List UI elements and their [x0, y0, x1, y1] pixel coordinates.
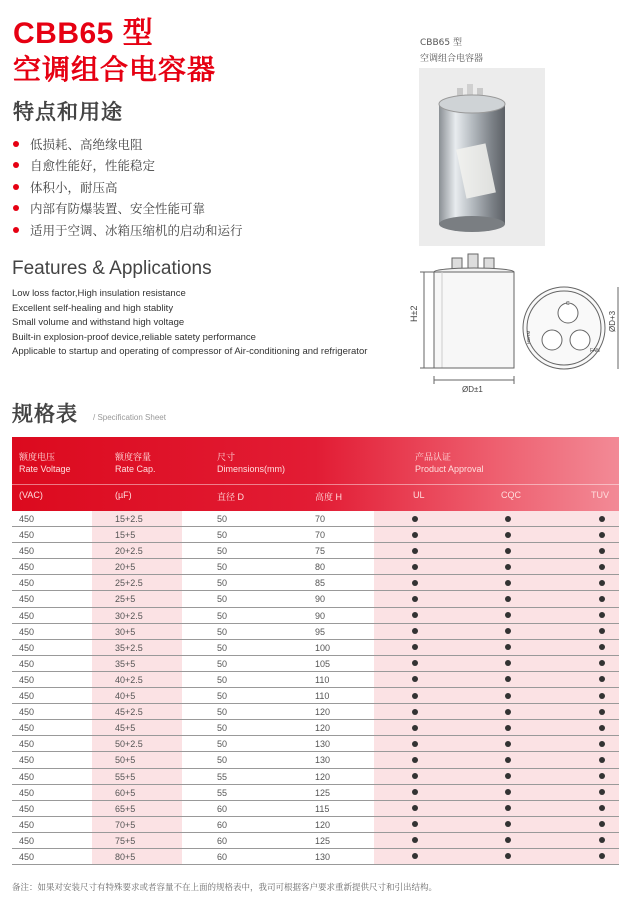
bullet-icon	[13, 141, 19, 147]
diameter-cell: 60	[217, 819, 228, 830]
tuv-approved-dot-icon	[599, 709, 605, 715]
ul-approved-dot-icon	[412, 693, 418, 699]
header-voltage-unit: (VAC)	[19, 490, 43, 500]
d3-label: ØD+3	[608, 310, 617, 332]
cqc-approved-dot-icon	[505, 660, 511, 666]
cqc-approved-dot-icon	[505, 676, 511, 682]
bullet-icon	[13, 162, 19, 168]
capacity-cell: 70+5	[115, 819, 136, 830]
table-row	[12, 688, 619, 704]
tuv-approved-dot-icon	[599, 612, 605, 618]
capacity-cell: 80+5	[115, 851, 136, 862]
tuv-approved-dot-icon	[599, 741, 605, 747]
height-cell: 125	[315, 787, 331, 798]
capacity-cell: 35+5	[115, 658, 136, 669]
product-name-title: 空调组合电容器	[13, 53, 217, 86]
tuv-approved-dot-icon	[599, 596, 605, 602]
tuv-approved-dot-icon	[599, 564, 605, 570]
height-label: H±2	[409, 305, 419, 322]
ul-approved-dot-icon	[412, 725, 418, 731]
header-dim-en: Dimensions(mm)	[217, 464, 286, 474]
header-cap-cn: 额度容量	[115, 452, 152, 462]
table-row	[12, 817, 619, 833]
feature-en-item: Low loss factor,High insulation resistance	[12, 288, 186, 299]
terminal-c-label: C	[566, 301, 570, 307]
diameter-cell: 50	[217, 530, 228, 541]
cqc-approved-dot-icon	[505, 773, 511, 779]
diameter-cell: 50	[217, 626, 228, 637]
voltage-cell: 450	[19, 739, 35, 750]
height-cell: 130	[315, 739, 331, 750]
table-row	[12, 801, 619, 817]
tuv-approved-dot-icon	[599, 837, 605, 843]
cqc-approved-dot-icon	[505, 757, 511, 763]
tuv-approved-dot-icon	[599, 660, 605, 666]
footnote: 备注：如果对安装尺寸有特殊要求或者容量不在上面的规格表中，我司可根据客户要求重新提供尺寸和引出结构。	[12, 883, 438, 893]
cqc-approved-dot-icon	[505, 564, 511, 570]
table-row	[12, 769, 619, 785]
header-approval-cn: 产品认证	[415, 452, 452, 462]
diameter-cell: 50	[217, 562, 228, 573]
cqc-approved-dot-icon	[505, 805, 511, 811]
ul-approved-dot-icon	[412, 837, 418, 843]
tuv-approved-dot-icon	[599, 805, 605, 811]
height-cell: 120	[315, 723, 331, 734]
feature-en-item: Applicable to startup and operating of compressor of Air-conditioning and refrigerator	[12, 346, 368, 357]
voltage-cell: 450	[19, 819, 35, 830]
header-voltage-en: Rate Voltage	[19, 464, 71, 474]
capacity-cell: 25+2.5	[115, 578, 143, 589]
features-en-list	[12, 287, 367, 360]
header-cap-en: Rate Cap.	[115, 464, 156, 474]
height-cell: 130	[315, 755, 331, 766]
capacity-cell: 45+2.5	[115, 707, 143, 718]
cqc-approved-dot-icon	[505, 596, 511, 602]
table-row	[12, 543, 619, 559]
product-model-title: CBB65 型	[13, 17, 154, 50]
ul-approved-dot-icon	[412, 741, 418, 747]
table-row	[12, 833, 619, 849]
capacity-cell: 45+5	[115, 723, 136, 734]
voltage-cell: 450	[19, 835, 35, 846]
height-cell: 120	[315, 819, 331, 830]
ul-approved-dot-icon	[412, 660, 418, 666]
voltage-cell: 450	[19, 562, 35, 573]
ul-approved-dot-icon	[412, 773, 418, 779]
cqc-approved-dot-icon	[505, 725, 511, 731]
feature-cn-item: 低损耗、高绝缘电阻	[13, 133, 243, 155]
table-row	[12, 559, 619, 575]
height-cell: 70	[315, 530, 326, 541]
cqc-approved-dot-icon	[505, 693, 511, 699]
table-row	[12, 720, 619, 736]
cqc-approved-dot-icon	[505, 709, 511, 715]
table-row	[12, 511, 619, 527]
cqc-approved-dot-icon	[505, 741, 511, 747]
feature-cn-item: 自愈性能好，性能稳定	[13, 155, 243, 177]
capacity-cell: 40+2.5	[115, 674, 143, 685]
tuv-approved-dot-icon	[599, 789, 605, 795]
voltage-cell: 450	[19, 626, 35, 637]
cqc-approved-dot-icon	[505, 612, 511, 618]
ul-approved-dot-icon	[412, 757, 418, 763]
capacity-cell: 60+5	[115, 787, 136, 798]
features-en-heading: Features & Applications	[12, 258, 212, 279]
diameter-cell: 50	[217, 707, 228, 718]
table-row	[12, 575, 619, 591]
voltage-cell: 450	[19, 755, 35, 766]
feature-cn-item: 体积小，耐压高	[13, 176, 243, 198]
feature-cn-item: 适用于空调、冰箱压缩机的启动和运行	[13, 219, 243, 241]
feature-cn-item: 内部有防爆装置、安全性能可靠	[13, 198, 243, 220]
diameter-cell: 50	[217, 674, 228, 685]
terminal-fan-label: FAN	[590, 348, 600, 354]
ul-approved-dot-icon	[412, 853, 418, 859]
capacity-cell: 25+5	[115, 594, 136, 605]
spec-table	[12, 437, 619, 865]
height-cell: 125	[315, 835, 331, 846]
capacity-cell: 50+2.5	[115, 739, 143, 750]
diameter-cell: 50	[217, 594, 228, 605]
ul-approved-dot-icon	[412, 548, 418, 554]
voltage-cell: 450	[19, 787, 35, 798]
tuv-approved-dot-icon	[599, 532, 605, 538]
table-row	[12, 591, 619, 607]
height-cell: 110	[315, 691, 330, 702]
voltage-cell: 450	[19, 723, 35, 734]
height-cell: 95	[315, 626, 326, 637]
table-row	[12, 656, 619, 672]
table-row	[12, 752, 619, 768]
bullet-icon	[13, 184, 19, 190]
header-cqc: CQC	[501, 490, 521, 500]
header-divider	[12, 484, 619, 485]
spec-table-header	[12, 437, 619, 511]
table-row	[12, 624, 619, 640]
capacity-cell: 55+5	[115, 771, 136, 782]
header-voltage-cn: 额度电压	[19, 452, 56, 462]
height-cell: 75	[315, 546, 326, 557]
diameter-cell: 55	[217, 771, 228, 782]
diameter-cell: 50	[217, 723, 228, 734]
cqc-approved-dot-icon	[505, 532, 511, 538]
feature-en-item: Small volume and withstand high voltage	[12, 317, 185, 328]
cqc-approved-dot-icon	[505, 644, 511, 650]
feature-en-item: Built-in explosion-proof device,reliable satety performance	[12, 331, 256, 343]
header-height: 高度 H	[315, 492, 343, 502]
header-tuv: TUV	[591, 490, 609, 500]
diameter-cell: 50	[217, 514, 228, 524]
voltage-cell: 450	[19, 530, 35, 541]
tuv-approved-dot-icon	[599, 548, 605, 554]
ul-approved-dot-icon	[412, 821, 418, 827]
tuv-approved-dot-icon	[599, 644, 605, 650]
diameter-cell: 50	[217, 658, 228, 669]
capacitor-photo	[419, 68, 545, 246]
terminal-herm-label: HERM	[526, 330, 531, 344]
photo-caption-name: 空调组合电容器	[420, 54, 484, 64]
capacity-cell: 30+5	[115, 626, 136, 637]
diameter-cell: 50	[217, 642, 228, 653]
ul-approved-dot-icon	[412, 709, 418, 715]
voltage-cell: 450	[19, 514, 35, 524]
diameter-cell: 50	[217, 691, 228, 702]
table-row	[12, 849, 619, 865]
height-cell: 90	[315, 610, 326, 621]
voltage-cell: 450	[19, 803, 35, 814]
tuv-approved-dot-icon	[599, 821, 605, 827]
ul-approved-dot-icon	[412, 789, 418, 795]
capacity-cell: 65+5	[115, 803, 136, 814]
cqc-approved-dot-icon	[505, 821, 511, 827]
height-cell: 105	[315, 658, 331, 669]
voltage-cell: 450	[19, 546, 35, 557]
voltage-cell: 450	[19, 610, 35, 621]
voltage-cell: 450	[19, 594, 35, 605]
ul-approved-dot-icon	[412, 564, 418, 570]
voltage-cell: 450	[19, 851, 35, 862]
height-cell: 120	[315, 771, 331, 782]
capacity-cell: 15+2.5	[115, 514, 143, 524]
ul-approved-dot-icon	[412, 644, 418, 650]
tuv-approved-dot-icon	[599, 676, 605, 682]
height-cell: 110	[315, 674, 330, 685]
voltage-cell: 450	[19, 674, 35, 685]
height-cell: 80	[315, 562, 326, 573]
ul-approved-dot-icon	[412, 628, 418, 634]
header-dim-cn: 尺寸	[217, 452, 236, 462]
features-cn-list	[13, 133, 243, 241]
header-approval-en: Product Approval	[415, 464, 484, 474]
diameter-cell: 60	[217, 803, 228, 814]
capacity-cell: 20+5	[115, 562, 136, 573]
height-cell: 70	[315, 514, 326, 524]
tuv-approved-dot-icon	[599, 628, 605, 634]
table-row	[12, 608, 619, 624]
voltage-cell: 450	[19, 691, 35, 702]
capacity-cell: 75+5	[115, 835, 136, 846]
diameter-cell: 50	[217, 610, 228, 621]
spec-sheet-title: 规格表	[12, 402, 78, 426]
header-diameter: 直径 D	[217, 492, 245, 502]
feature-en-item: Excellent self-healing and high stablity	[12, 302, 174, 314]
voltage-cell: 450	[19, 707, 35, 718]
ul-approved-dot-icon	[412, 580, 418, 586]
spec-sheet-subtitle: / Specification Sheet	[93, 413, 166, 422]
header-cap-unit: (µF)	[115, 490, 132, 500]
ul-approved-dot-icon	[412, 805, 418, 811]
header-ul: UL	[413, 490, 425, 500]
height-cell: 85	[315, 578, 326, 589]
tuv-approved-dot-icon	[599, 580, 605, 586]
photo-caption-model: CBB65 型	[420, 38, 462, 48]
tuv-approved-dot-icon	[599, 757, 605, 763]
bullet-icon	[13, 227, 19, 233]
capacity-cell: 20+2.5	[115, 546, 143, 557]
cqc-approved-dot-icon	[505, 837, 511, 843]
diameter-label: ØD±1	[462, 385, 483, 394]
height-cell: 115	[315, 803, 330, 814]
ul-approved-dot-icon	[412, 676, 418, 682]
ul-approved-dot-icon	[412, 532, 418, 538]
cqc-approved-dot-icon	[505, 516, 511, 522]
tuv-approved-dot-icon	[599, 853, 605, 859]
tuv-approved-dot-icon	[599, 773, 605, 779]
cqc-approved-dot-icon	[505, 853, 511, 859]
diameter-cell: 50	[217, 739, 228, 750]
diameter-cell: 50	[217, 578, 228, 589]
height-cell: 90	[315, 594, 326, 605]
capacity-cell: 50+5	[115, 755, 136, 766]
capacity-cell: 40+5	[115, 691, 136, 702]
bullet-icon	[13, 205, 19, 211]
cqc-approved-dot-icon	[505, 628, 511, 634]
height-cell: 100	[315, 642, 331, 653]
diameter-cell: 50	[217, 546, 228, 557]
table-row	[12, 527, 619, 543]
diameter-cell: 60	[217, 835, 228, 846]
height-cell: 120	[315, 707, 331, 718]
capacity-cell: 15+5	[115, 530, 136, 541]
tuv-approved-dot-icon	[599, 725, 605, 731]
table-row	[12, 704, 619, 720]
tuv-approved-dot-icon	[599, 516, 605, 522]
features-cn-heading: 特点和用途	[13, 100, 123, 124]
ul-approved-dot-icon	[412, 596, 418, 602]
tuv-approved-dot-icon	[599, 693, 605, 699]
dimension-drawing	[409, 252, 620, 400]
capacity-cell: 30+2.5	[115, 610, 143, 621]
diameter-cell: 50	[217, 755, 228, 766]
table-row	[12, 785, 619, 801]
table-row	[12, 640, 619, 656]
voltage-cell: 450	[19, 642, 35, 653]
diameter-cell: 60	[217, 851, 228, 862]
ul-approved-dot-icon	[412, 516, 418, 522]
voltage-cell: 450	[19, 771, 35, 782]
dimension-diagram	[409, 252, 620, 400]
cqc-approved-dot-icon	[505, 580, 511, 586]
cqc-approved-dot-icon	[505, 789, 511, 795]
table-row	[12, 672, 619, 688]
height-cell: 130	[315, 851, 331, 862]
capacitor-image	[419, 68, 545, 246]
diameter-cell: 55	[217, 787, 228, 798]
table-row	[12, 736, 619, 752]
ul-approved-dot-icon	[412, 612, 418, 618]
voltage-cell: 450	[19, 578, 35, 589]
voltage-cell: 450	[19, 658, 35, 669]
capacity-cell: 35+2.5	[115, 642, 143, 653]
cqc-approved-dot-icon	[505, 548, 511, 554]
spec-table-body	[12, 511, 619, 865]
